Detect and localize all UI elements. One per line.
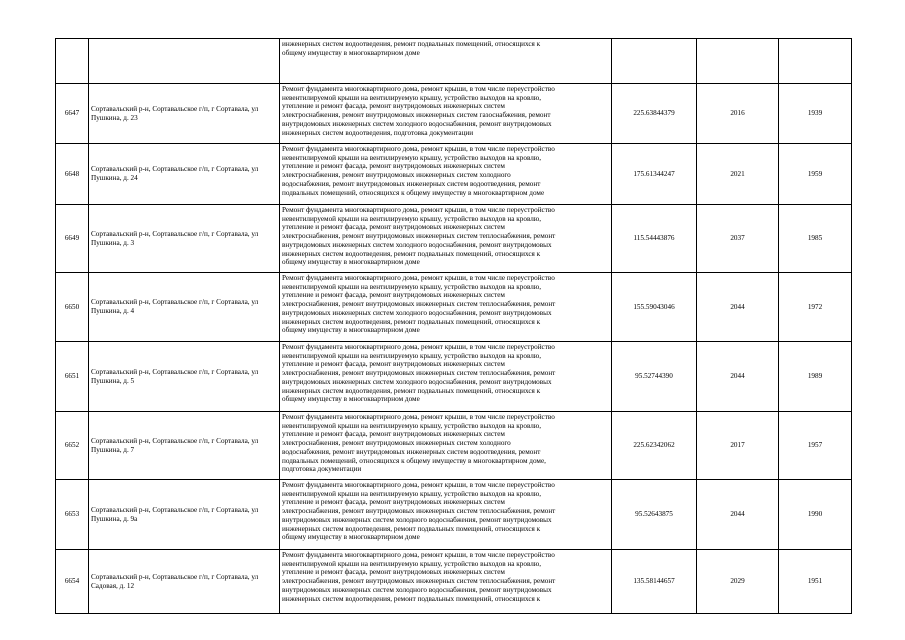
works-line: утепление и ремонт фасада, ремонт внутридомовых инженерных систем — [282, 360, 505, 369]
built-year-cell: 1989 — [779, 342, 852, 412]
address-cell: Сортавальский р-н, Сортавальское г/п, г Сортавала, ул Пушкина, д. 7 — [89, 412, 280, 480]
works-line: инженерных систем водоотведения, ремонт подвальных помещений, относящихся к — [282, 524, 541, 533]
works-line: утепление и ремонт фасада, ремонт внутридомовых инженерных систем — [282, 162, 505, 171]
works-line: электроснабжения, ремонт внутридомовых инженерных систем теплоснабжения, ремонт — [282, 232, 556, 241]
works-line: электроснабжения, ремонт внутридомовых инженерных систем газоснабжения, ремонт — [282, 111, 551, 120]
works-line: Ремонт фундамента многоквартирного дома, ремонт крыши, в том числе переустройство — [282, 85, 555, 93]
cost-cell: 225.62342062 — [612, 412, 697, 480]
built-year-cell: 1957 — [779, 412, 852, 480]
address-cell: Сортавальский р-н, Сортавальское г/п, г Сортавала, ул Пушкина, д. 4 — [89, 273, 280, 342]
table-row — [56, 144, 852, 205]
built-year-cell: 1959 — [779, 144, 852, 205]
row-number-cell — [56, 39, 89, 84]
works-line: электроснабжения, ремонт внутридомовых инженерных систем холодного — [282, 439, 511, 448]
works-line: внутридомовых инженерных систем холодного водоснабжения, ремонт внутридомовых — [282, 377, 552, 386]
works-line: Ремонт фундамента многоквартирного дома, ремонт крыши, в том числе переустройство — [282, 551, 555, 559]
year-cell — [697, 39, 779, 84]
works-line: внутридомовых инженерных систем холодного водоснабжения, ремонт внутридомовых — [282, 119, 552, 128]
works-line: водоснабжения, ремонт внутридомовых инженерных систем водоотведения, ремонт — [282, 447, 541, 456]
row-number-cell: 6648 — [56, 144, 89, 205]
works-line: внутридомовых инженерных систем холодного водоснабжения, ремонт внутридомовых — [282, 308, 552, 317]
works-line: Ремонт фундамента многоквартирного дома, ремонт крыши, в том числе переустройство — [282, 413, 555, 421]
works-line: общему имуществу в многоквартирном доме — [282, 48, 420, 57]
address-cell: Сортавальский р-н, Сортавальское г/п, г Сортавала, ул Пушкина, д. 5 — [89, 342, 280, 412]
row-number-cell: 6651 — [56, 342, 89, 412]
works-line: подвальных помещений, относящихся к общему имуществу в многоквартирном доме, — [282, 456, 546, 465]
works-line: инженерных систем водоотведения, ремонт подвальных помещений, относящихся к — [282, 317, 541, 326]
table-row — [56, 412, 852, 480]
works-line: инженерных систем водоотведения, ремонт подвальных помещений, относящихся к — [282, 249, 541, 258]
works-line: утепление и ремонт фасада, ремонт внутридомовых инженерных систем — [282, 102, 505, 111]
works-line: невентилируемой крыши на вентилируемую крышу, устройство выходов на кровлю, — [282, 282, 542, 291]
works-line: общему имуществу в многоквартирном доме — [282, 258, 420, 267]
works-line: электроснабжения, ремонт внутридомовых инженерных систем холодного — [282, 171, 511, 180]
works-line: внутридомовых инженерных систем холодного водоснабжения, ремонт внутридомовых — [282, 585, 552, 594]
works-line: общему имуществу в многоквартирном доме — [282, 395, 420, 404]
cost-cell: 95.52643875 — [612, 480, 697, 550]
cost-cell: 225.63844379 — [612, 84, 697, 144]
year-cell: 2044 — [697, 273, 779, 342]
works-line: общему имуществу в многоквартирном доме — [282, 326, 420, 335]
works-line: электроснабжения, ремонт внутридомовых инженерных систем теплоснабжения, ремонт — [282, 369, 556, 378]
works-line: подготовка документации — [282, 465, 362, 474]
works-line: инженерных систем водоотведения, подготовка документации — [282, 128, 474, 137]
table-row — [56, 205, 852, 273]
works-cell — [280, 144, 612, 205]
works-line: невентилируемой крыши на вентилируемую крышу, устройство выходов на кровлю, — [282, 559, 542, 568]
works-line: Ремонт фундамента многоквартирного дома, ремонт крыши, в том числе переустройство — [282, 343, 555, 351]
year-cell: 2044 — [697, 480, 779, 550]
address-cell: Сортавальский р-н, Сортавальское г/п, г Сортавала, ул Пушкина, д. 3 — [89, 205, 280, 273]
works-line: инженерных систем водоотведения, ремонт подвальных помещений, относящихся к — [282, 594, 541, 603]
works-line: водоснабжения, ремонт внутридомовых инженерных систем водоотведения, ремонт — [282, 179, 541, 188]
built-year-cell: 1972 — [779, 273, 852, 342]
table-row — [56, 480, 852, 550]
works-cell — [280, 273, 612, 342]
address-cell: Сортавальский р-н, Сортавальское г/п, г Сортавала, ул Пушкина, д. 9а — [89, 480, 280, 550]
works-line: утепление и ремонт фасада, ремонт внутридомовых инженерных систем — [282, 430, 505, 439]
works-line: невентилируемой крыши на вентилируемую крышу, устройство выходов на кровлю, — [282, 421, 542, 430]
works-cell — [280, 84, 612, 144]
repair-program-table — [55, 38, 852, 614]
works-cell — [280, 39, 612, 84]
works-line: утепление и ремонт фасада, ремонт внутридомовых инженерных систем — [282, 568, 505, 577]
works-line: Ремонт фундамента многоквартирного дома, ремонт крыши, в том числе переустройство — [282, 145, 555, 153]
built-year-cell: 1990 — [779, 480, 852, 550]
year-cell: 2016 — [697, 84, 779, 144]
works-cell — [280, 205, 612, 273]
works-line: невентилируемой крыши на вентилируемую крышу, устройство выходов на кровлю, — [282, 153, 542, 162]
year-cell: 2029 — [697, 550, 779, 614]
works-cell — [280, 480, 612, 550]
works-line: подвальных помещений, относящихся к общему имуществу в многоквартирном доме — [282, 188, 545, 197]
row-number-cell: 6647 — [56, 84, 89, 144]
works-line: невентилируемой крыши на вентилируемую крышу, устройство выходов на кровлю, — [282, 351, 542, 360]
cost-cell: 115.54443876 — [612, 205, 697, 273]
row-number-cell: 6649 — [56, 205, 89, 273]
works-cell — [280, 342, 612, 412]
works-line: Ремонт фундамента многоквартирного дома, ремонт крыши, в том числе переустройство — [282, 481, 555, 489]
table-body — [56, 39, 852, 614]
works-line: невентилируемой крыши на вентилируемую крышу, устройство выходов на кровлю, — [282, 214, 542, 223]
address-cell: Сортавальский р-н, Сортавальское г/п, г Сортавала, ул Пушкина, д. 23 — [89, 84, 280, 144]
cost-cell: 135.58144657 — [612, 550, 697, 614]
built-year-cell: 1951 — [779, 550, 852, 614]
works-line: электроснабжения, ремонт внутридомовых инженерных систем теплоснабжения, ремонт — [282, 300, 556, 309]
row-number-cell: 6654 — [56, 550, 89, 614]
address-cell: Сортавальский р-н, Сортавальское г/п, г Сортавала, ул Пушкина, д. 24 — [89, 144, 280, 205]
table-row — [56, 550, 852, 614]
row-number-cell: 6652 — [56, 412, 89, 480]
works-line: электроснабжения, ремонт внутридомовых инженерных систем теплоснабжения, ремонт — [282, 507, 556, 516]
works-cell — [280, 412, 612, 480]
works-line: Ремонт фундамента многоквартирного дома, ремонт крыши, в том числе переустройство — [282, 274, 555, 282]
table-row — [56, 84, 852, 144]
year-cell: 2021 — [697, 144, 779, 205]
works-line: утепление и ремонт фасада, ремонт внутридомовых инженерных систем — [282, 223, 505, 232]
year-cell: 2037 — [697, 205, 779, 273]
table-row — [56, 39, 852, 84]
row-number-cell: 6653 — [56, 480, 89, 550]
works-line: инженерных систем водоотведения, ремонт подвальных помещений, относящихся к — [282, 386, 541, 395]
works-line: электроснабжения, ремонт внутридомовых инженерных систем теплоснабжения, ремонт — [282, 577, 556, 586]
built-year-cell — [779, 39, 852, 84]
works-line: общему имуществу в многоквартирном доме — [282, 533, 420, 542]
address-cell — [89, 39, 280, 84]
works-line: Ремонт фундамента многоквартирного дома, ремонт крыши, в том числе переустройство — [282, 206, 555, 214]
works-cell — [280, 550, 612, 614]
cost-cell: 95.52744390 — [612, 342, 697, 412]
works-line: внутридомовых инженерных систем холодного водоснабжения, ремонт внутридомовых — [282, 515, 552, 524]
cost-cell: 155.59043046 — [612, 273, 697, 342]
works-line: внутридомовых инженерных систем холодного водоснабжения, ремонт внутридомовых — [282, 240, 552, 249]
row-number-cell: 6650 — [56, 273, 89, 342]
built-year-cell: 1985 — [779, 205, 852, 273]
works-line: утепление и ремонт фасада, ремонт внутридомовых инженерных систем — [282, 498, 505, 507]
works-line: инженерных систем водоотведения, ремонт подвальных помещений, относящихся к — [282, 40, 541, 48]
address-cell: Сортавальский р-н, Сортавальское г/п, г Сортавала, ул Садовая, д. 12 — [89, 550, 280, 614]
cost-cell — [612, 39, 697, 84]
works-line: невентилируемой крыши на вентилируемую крышу, устройство выходов на кровлю, — [282, 489, 542, 498]
works-line: невентилируемой крыши на вентилируемую крышу, устройство выходов на кровлю, — [282, 93, 542, 102]
table-row — [56, 273, 852, 342]
year-cell: 2044 — [697, 342, 779, 412]
year-cell: 2017 — [697, 412, 779, 480]
table-row — [56, 342, 852, 412]
built-year-cell: 1939 — [779, 84, 852, 144]
works-line: утепление и ремонт фасада, ремонт внутридомовых инженерных систем — [282, 291, 505, 300]
cost-cell: 175.61344247 — [612, 144, 697, 205]
